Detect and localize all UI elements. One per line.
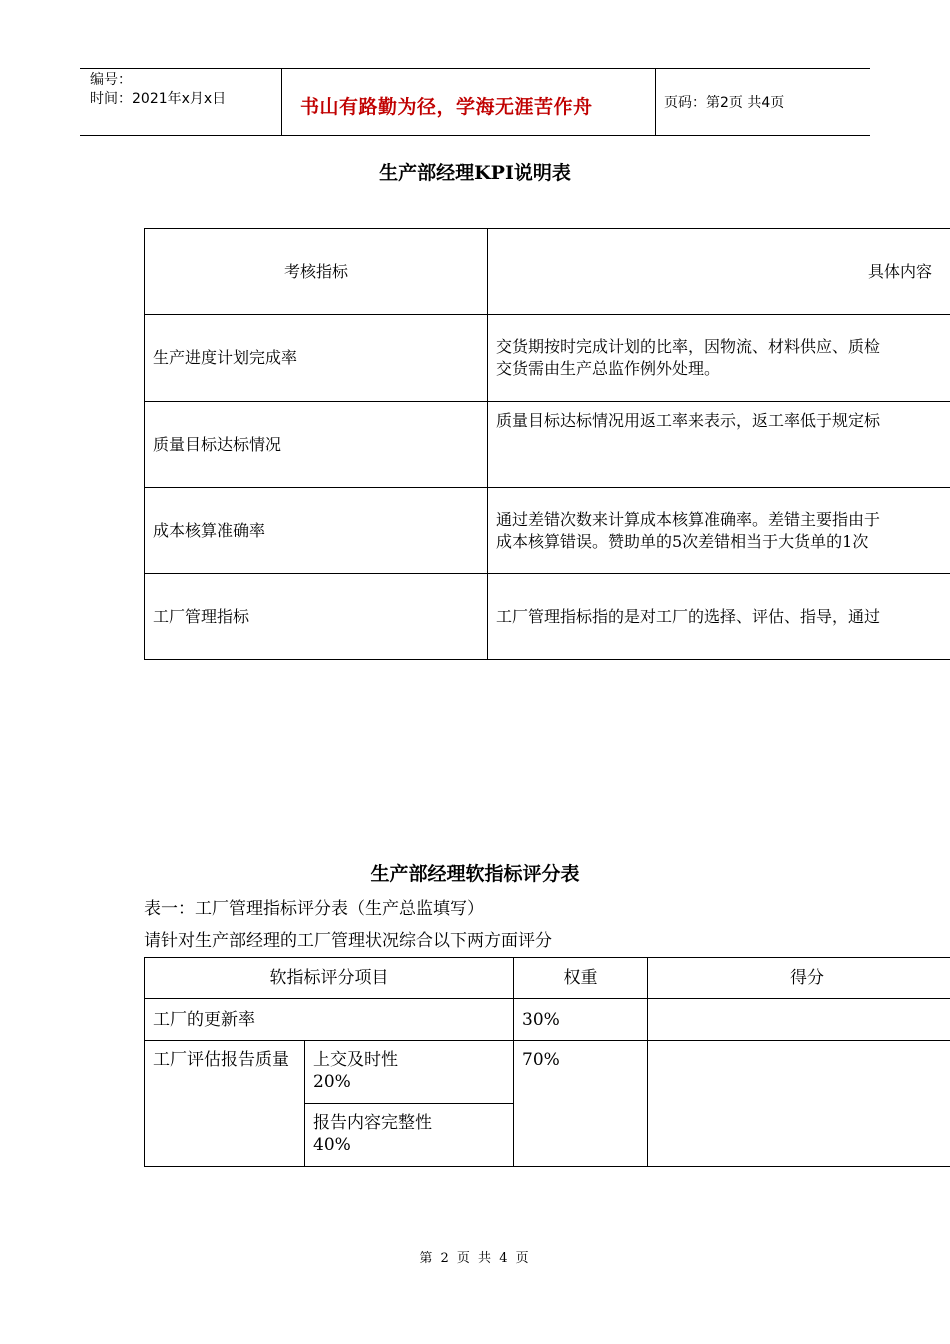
kpi-content-line: 质量目标达标情况用返工率来表示，返工率低于规定标 — [496, 411, 881, 430]
soft-item-weight: 70% — [514, 1041, 648, 1167]
soft-table — [144, 957, 950, 1167]
kpi-content-line: 工厂管理指标指的是对工厂的选择、评估、指导，通过 — [496, 606, 881, 626]
soft-item-score[interactable] — [648, 1041, 950, 1167]
soft-subitem — [305, 1104, 514, 1167]
kpi-content-line: 交货需由生产总监作例外处理。 — [496, 359, 721, 378]
soft-item-name: 工厂的更新率 — [145, 999, 514, 1041]
page-info: 页码：第2页 共4页 — [664, 95, 785, 111]
kpi-content-line: 成本核算错误。赞助单的5次差错相当于大货单的1次 — [496, 531, 869, 551]
soft-table-caption-2: 请针对生产部经理的工厂管理状况综合以下两方面评分 — [144, 931, 552, 951]
soft-subitem-pct: 40% — [313, 1135, 351, 1155]
kpi-header-row — [145, 229, 950, 315]
header-divider-1 — [281, 68, 282, 135]
table-row — [145, 1041, 950, 1104]
soft-header-row — [145, 958, 950, 999]
soft-subitem-pct: 20% — [313, 1072, 351, 1092]
kpi-content — [488, 402, 950, 488]
kpi-table — [144, 228, 950, 660]
table-row — [145, 574, 950, 660]
header-top-rule — [80, 68, 870, 69]
kpi-content — [488, 574, 950, 660]
soft-subitem-name: 报告内容完整性 — [313, 1113, 432, 1133]
soft-table-title: 生产部经理软指标评分表 — [370, 863, 580, 885]
soft-col-score: 得分 — [648, 958, 950, 999]
number-label: 编号： — [90, 72, 132, 88]
kpi-col-content: 具体内容 — [488, 229, 950, 315]
kpi-col-indicator: 考核指标 — [145, 229, 488, 315]
table-row — [145, 315, 950, 402]
motto: 书山有路勤为径，学海无涯苦作舟 — [300, 96, 593, 118]
kpi-content — [488, 488, 950, 574]
soft-table-caption-1: 表一：工厂管理指标评分表（生产总监填写） — [144, 899, 484, 919]
kpi-content-line: 交货期按时完成计划的比率，因物流、材料供应、质检 — [496, 337, 881, 356]
soft-item-name: 工厂评估报告质量 — [145, 1041, 305, 1167]
kpi-indicator-name: 质量目标达标情况 — [145, 402, 488, 488]
soft-item-score[interactable] — [648, 999, 950, 1041]
page-footer: 第 2 页 共 4 页 — [419, 1251, 531, 1266]
kpi-indicator-name: 成本核算准确率 — [145, 488, 488, 574]
header-divider-2 — [655, 68, 656, 135]
header-bottom-rule — [80, 135, 870, 136]
kpi-table-title: 生产部经理KPI说明表 — [379, 162, 571, 184]
table-row — [145, 402, 950, 488]
table-row — [145, 999, 950, 1041]
kpi-indicator-name: 生产进度计划完成率 — [145, 315, 488, 402]
soft-item-weight: 30% — [514, 999, 648, 1041]
soft-col-item: 软指标评分项目 — [145, 958, 514, 999]
kpi-content-line: 通过差错次数来计算成本核算准确率。差错主要指由于 — [496, 509, 881, 529]
kpi-indicator-name: 工厂管理指标 — [145, 574, 488, 660]
soft-subitem — [305, 1041, 514, 1104]
table-row — [145, 488, 950, 574]
soft-col-weight: 权重 — [514, 958, 648, 999]
soft-subitem-name: 上交及时性 — [313, 1050, 398, 1070]
time-label: 时间：2021年x月x日 — [90, 91, 227, 107]
kpi-content — [488, 315, 950, 402]
